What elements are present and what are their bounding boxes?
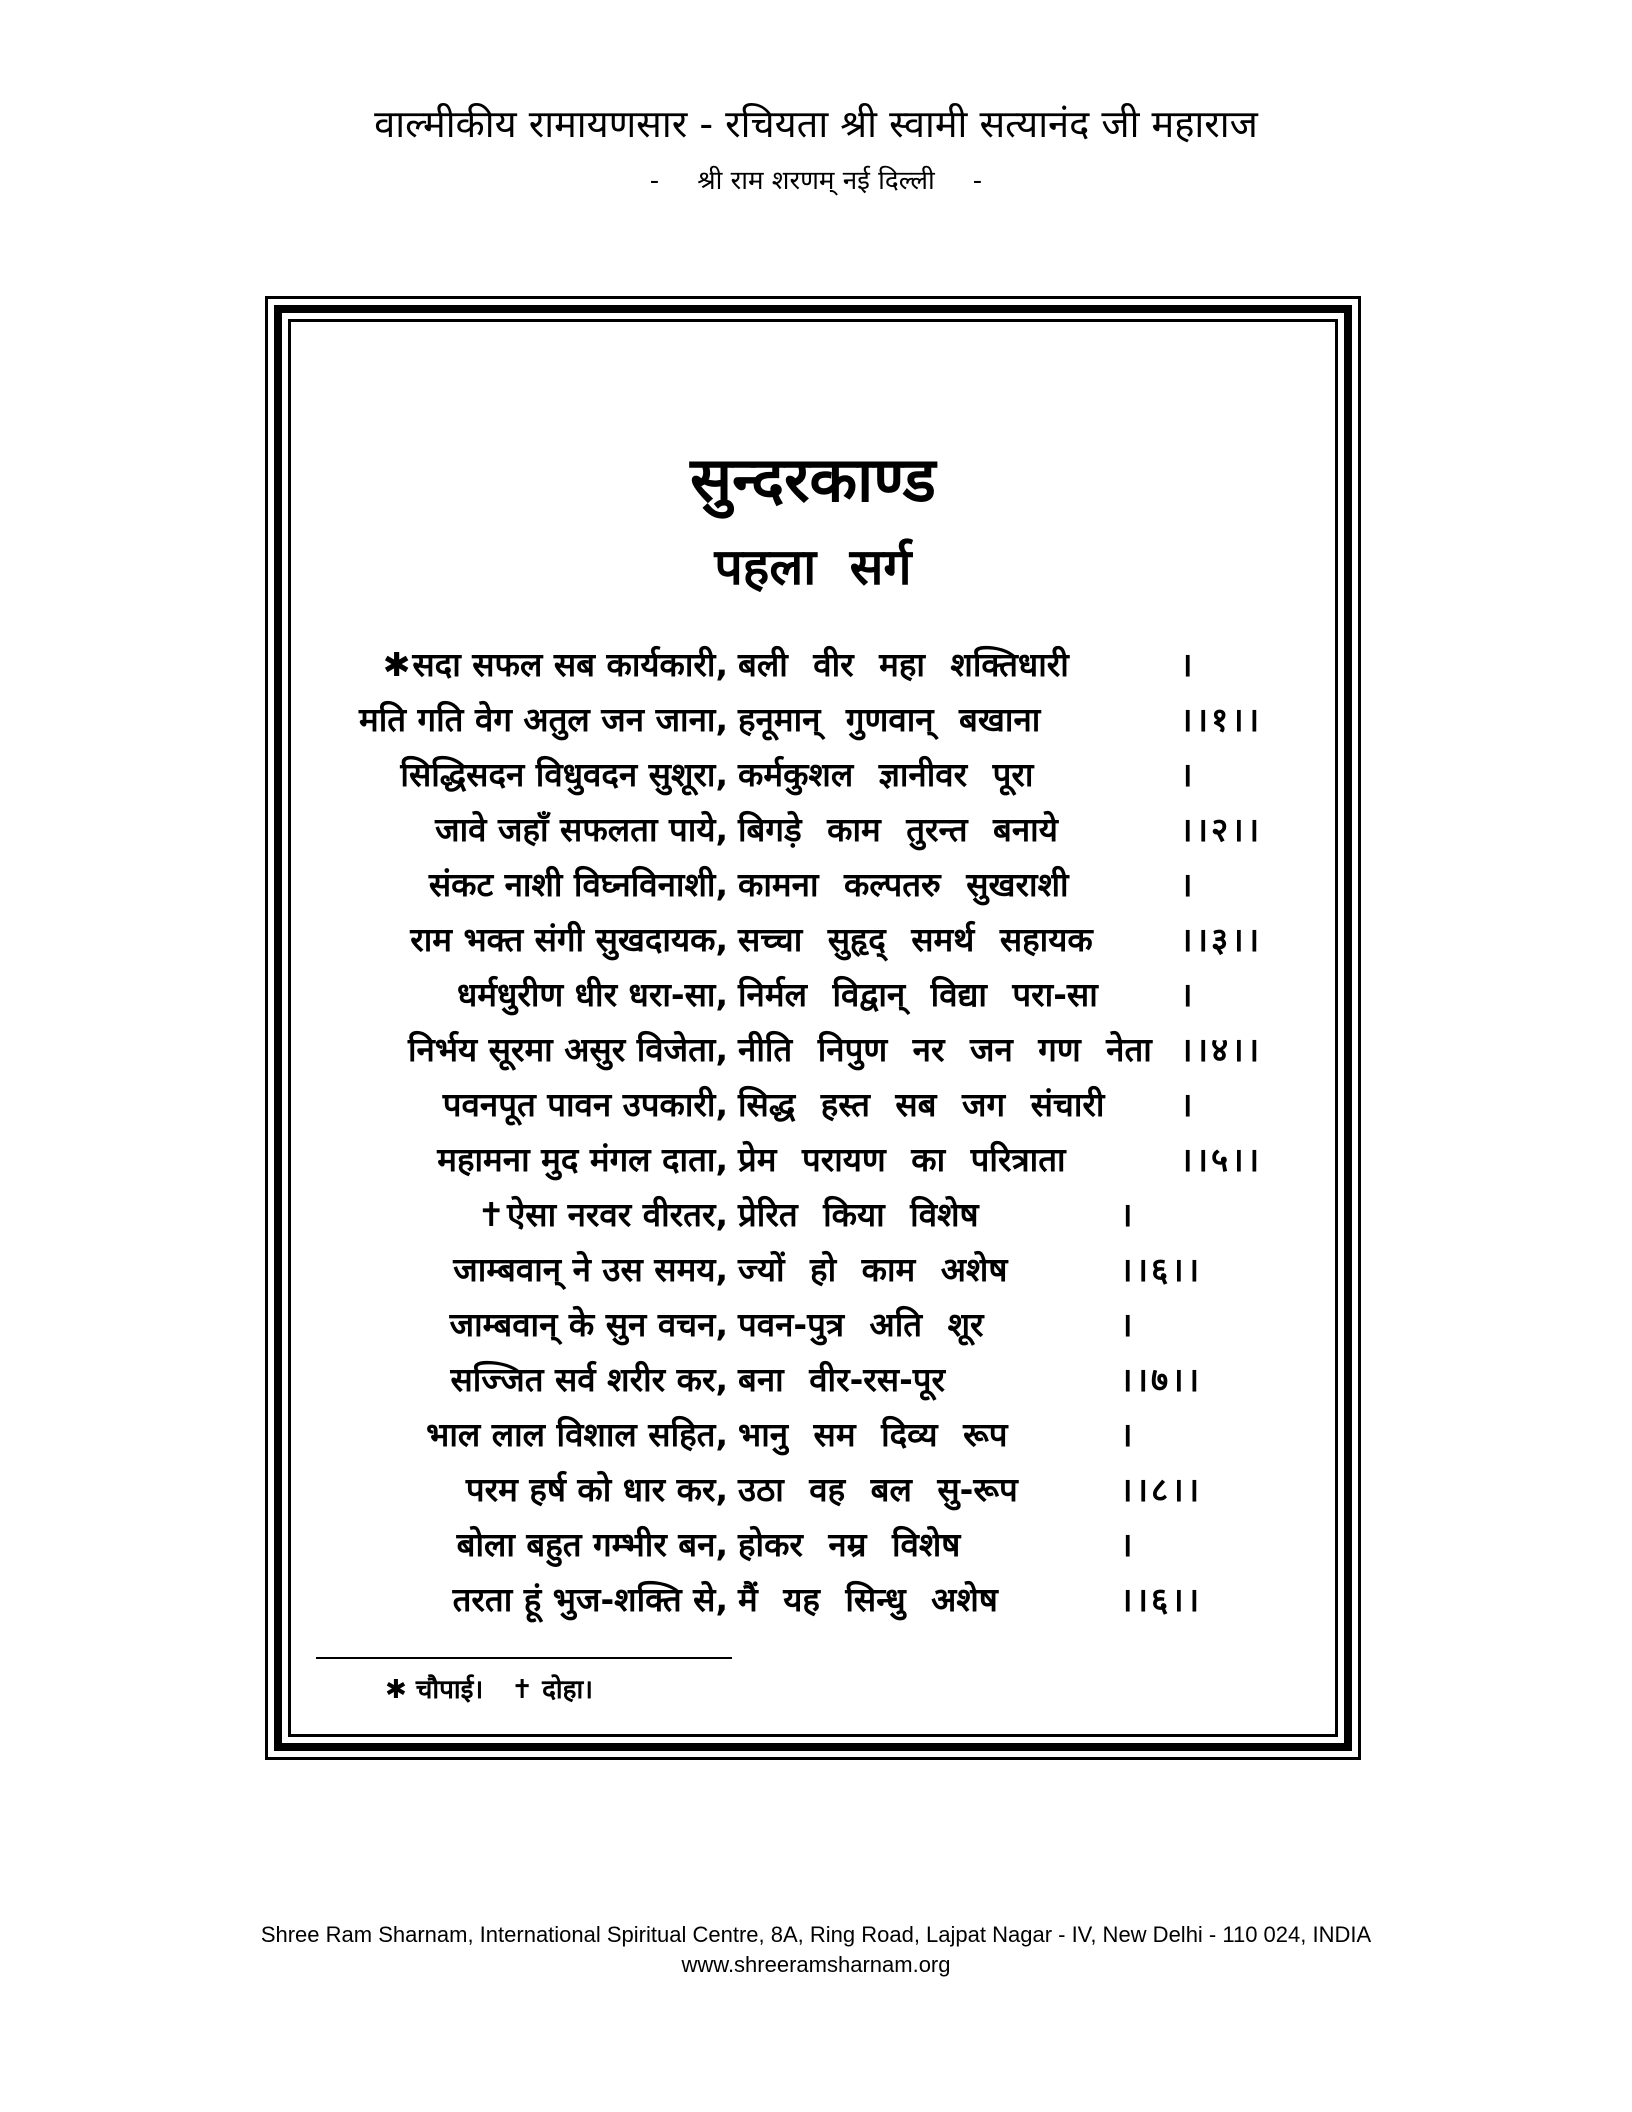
verse-end-mark: ।।१।। xyxy=(1180,700,1263,739)
verse-left-half: जाम्बवान् के सुन वचन, xyxy=(449,1305,728,1344)
verse-line xyxy=(280,857,728,912)
verse-left-half: जाम्बवान् ने उस समय, xyxy=(453,1250,728,1289)
verse-line-right xyxy=(738,1077,1338,1132)
verse-left-half: मति गति वेग अतुल जन जाना, xyxy=(358,700,728,739)
document-header-subtitle xyxy=(0,163,1632,199)
verse-right-half: सच्चा सुहृद् समर्थ सहायक xyxy=(738,920,1093,959)
verse-line xyxy=(280,1572,728,1627)
verse-end-mark: । xyxy=(1120,1525,1136,1564)
verse-left-half: संकट नाशी विघ्नविनाशी, xyxy=(428,865,728,904)
verse-line xyxy=(280,1297,728,1352)
verse-right-half: बली वीर महा शक्तिधारी xyxy=(738,645,1069,684)
verse-end-mark: ।।७।। xyxy=(1120,1360,1203,1399)
verse-left-half: सिद्धिसदन विधुवदन सुशूरा, xyxy=(400,755,728,794)
verse-end-mark: । xyxy=(1180,1085,1196,1124)
verse-line xyxy=(280,912,728,967)
verse-right-half: भानु सम दिव्य रूप xyxy=(738,1415,1008,1454)
verse-end-mark: ।।२।। xyxy=(1180,810,1263,849)
verse-line xyxy=(280,1132,728,1187)
verse-line-right xyxy=(738,1462,1338,1517)
verse-end-mark: । xyxy=(1180,755,1196,794)
verse-line xyxy=(280,1187,728,1242)
footnote xyxy=(385,1670,593,1710)
verse-right-half: कामना कल्पतरु सुखराशी xyxy=(738,865,1069,904)
verse-line-right xyxy=(738,1352,1338,1407)
verse-left-half: पवनपूत पावन उपकारी, xyxy=(442,1085,728,1124)
verse-left-half: सदा सफल सब कार्यकारी, xyxy=(412,645,728,684)
footnote-doha-label: दोहा। xyxy=(542,1675,594,1705)
verse-end-mark: ।।६।। xyxy=(1120,1580,1203,1619)
verse-left-half: राम भक्त संगी सुखदायक, xyxy=(410,920,728,959)
verse-right-half: नीति निपुण नर जन गण नेता xyxy=(738,1030,1152,1069)
verse-line-right xyxy=(738,1407,1338,1462)
verse-right-half: प्रेम परायण का परित्राता xyxy=(738,1140,1066,1179)
verse-line xyxy=(280,1352,728,1407)
verse-end-mark: । xyxy=(1120,1195,1136,1234)
verse-left-half: निर्भय सूरमा असुर विजेता, xyxy=(407,1030,728,1069)
verse-end-mark: । xyxy=(1120,1415,1136,1454)
verse-line-right xyxy=(738,802,1338,857)
doha-marker-icon: ✝ xyxy=(511,1675,534,1705)
verse-line xyxy=(280,802,728,857)
verse-left-half: ऐसा नरवर वीरतर, xyxy=(507,1195,728,1234)
page-footer xyxy=(0,1920,1632,1980)
verse-end-mark: । xyxy=(1180,865,1196,904)
footer-website[interactable]: www.shreeramsharnam.org xyxy=(681,1952,951,1977)
footer-address: Shree Ram Sharnam, International Spiritual Centre, 8A, Ring Road, Lajpat Nagar - IV, New Delhi - 110 024, INDIA xyxy=(260,1922,1372,1947)
verse-line-right xyxy=(738,637,1338,692)
verse-end-mark: ।।४।। xyxy=(1180,1030,1263,1069)
verse-line-right xyxy=(738,1132,1338,1187)
verse-line-right xyxy=(738,1572,1338,1627)
verse-left-half: तरता हूं भुज-शक्ति से, xyxy=(452,1580,728,1619)
verse-line-right xyxy=(738,1022,1338,1077)
header-subtitle-text: श्री राम शरणम् नई दिल्ली xyxy=(697,166,935,196)
verse-line-right xyxy=(738,692,1338,747)
verse-line-right xyxy=(738,1517,1338,1572)
verse-right-half: हनूमान् गुणवान् बखाना xyxy=(738,700,1041,739)
verse-left-half: जावे जहाँ सफलता पाये, xyxy=(435,810,728,849)
verse-left-half: भाल लाल विशाल सहित, xyxy=(426,1415,728,1454)
verse-right-half: बना वीर-रस-पूर xyxy=(738,1360,946,1399)
footnote-chaupai-label: चौपाई। xyxy=(415,1675,484,1705)
verse-line xyxy=(280,747,728,802)
verse-end-mark: ।।६।। xyxy=(1120,1250,1203,1289)
verse-right-half: बिगड़े काम तुरन्त बनाये xyxy=(738,810,1058,849)
verse-left-half: बोला बहुत गम्भीर बन, xyxy=(456,1525,728,1564)
verse-line xyxy=(280,1517,728,1572)
document-header-title: वाल्मीकीय रामायणसार - रचियता श्री स्वामी सत्यानंद जी महाराज xyxy=(374,102,1258,146)
verse-line xyxy=(280,637,728,692)
doha-marker-icon: ✝ xyxy=(477,1195,506,1234)
verse-line-right xyxy=(738,1187,1338,1242)
verse-line-right xyxy=(738,912,1338,967)
verse-line-right xyxy=(738,857,1338,912)
verse-end-mark: । xyxy=(1180,975,1196,1014)
chaupai-marker-icon: ✱ xyxy=(382,645,411,684)
verse-right-half: होकर नम्र विशेष xyxy=(738,1525,961,1564)
verse-end-mark: । xyxy=(1120,1305,1136,1344)
verse-right-half: प्रेरित किया विशेष xyxy=(738,1195,979,1234)
verse-right-half: मैं यह सिन्धु अशेष xyxy=(738,1580,998,1619)
header-dash-left: - xyxy=(649,166,660,196)
verse-left-half: परम हर्ष को धार कर, xyxy=(465,1470,728,1509)
verse-line-right xyxy=(738,967,1338,1022)
verse-end-mark: ।।३।। xyxy=(1180,920,1263,959)
verse-left-half: महामना मुद मंगल दाता, xyxy=(437,1140,728,1179)
verse-right-half: निर्मल विद्वान् विद्या परा-सा xyxy=(738,975,1098,1014)
verse-left-half: सज्जित सर्व शरीर कर, xyxy=(450,1360,728,1399)
chaupai-marker-icon: ✱ xyxy=(385,1675,407,1705)
verse-end-mark: ।।८।। xyxy=(1120,1470,1203,1509)
header-dash-right: - xyxy=(972,166,983,196)
verse-line-right xyxy=(738,1297,1338,1352)
kand-title: सुन्दरकाण्ड xyxy=(690,443,936,516)
verse-line xyxy=(280,692,728,747)
verse-right-half: ज्यों हो काम अशेष xyxy=(738,1250,1008,1289)
verse-line xyxy=(280,967,728,1022)
verse-line xyxy=(280,1407,728,1462)
verse-line xyxy=(280,1022,728,1077)
verse-end-mark: ।।५।। xyxy=(1180,1140,1263,1179)
verse-line-right xyxy=(738,747,1338,802)
footnote-divider xyxy=(316,1657,732,1659)
verse-right-half: उठा वह बल सु-रूप xyxy=(738,1470,1018,1509)
sarg-title: पहला सर्ग xyxy=(714,538,912,596)
verse-left-half: धर्मधुरीण धीर धरा-सा, xyxy=(457,975,728,1014)
verse-right-half: सिद्ध हस्त सब जग संचारी xyxy=(738,1085,1105,1124)
verse-line-right xyxy=(738,1242,1338,1297)
verse-line xyxy=(280,1242,728,1297)
verse-right-half: कर्मकुशल ज्ञानीवर पूरा xyxy=(738,755,1034,794)
verse-line xyxy=(280,1462,728,1517)
verse-end-mark: । xyxy=(1180,645,1196,684)
verse-right-half: पवन-पुत्र अति शूर xyxy=(738,1305,984,1344)
verse-line xyxy=(280,1077,728,1132)
